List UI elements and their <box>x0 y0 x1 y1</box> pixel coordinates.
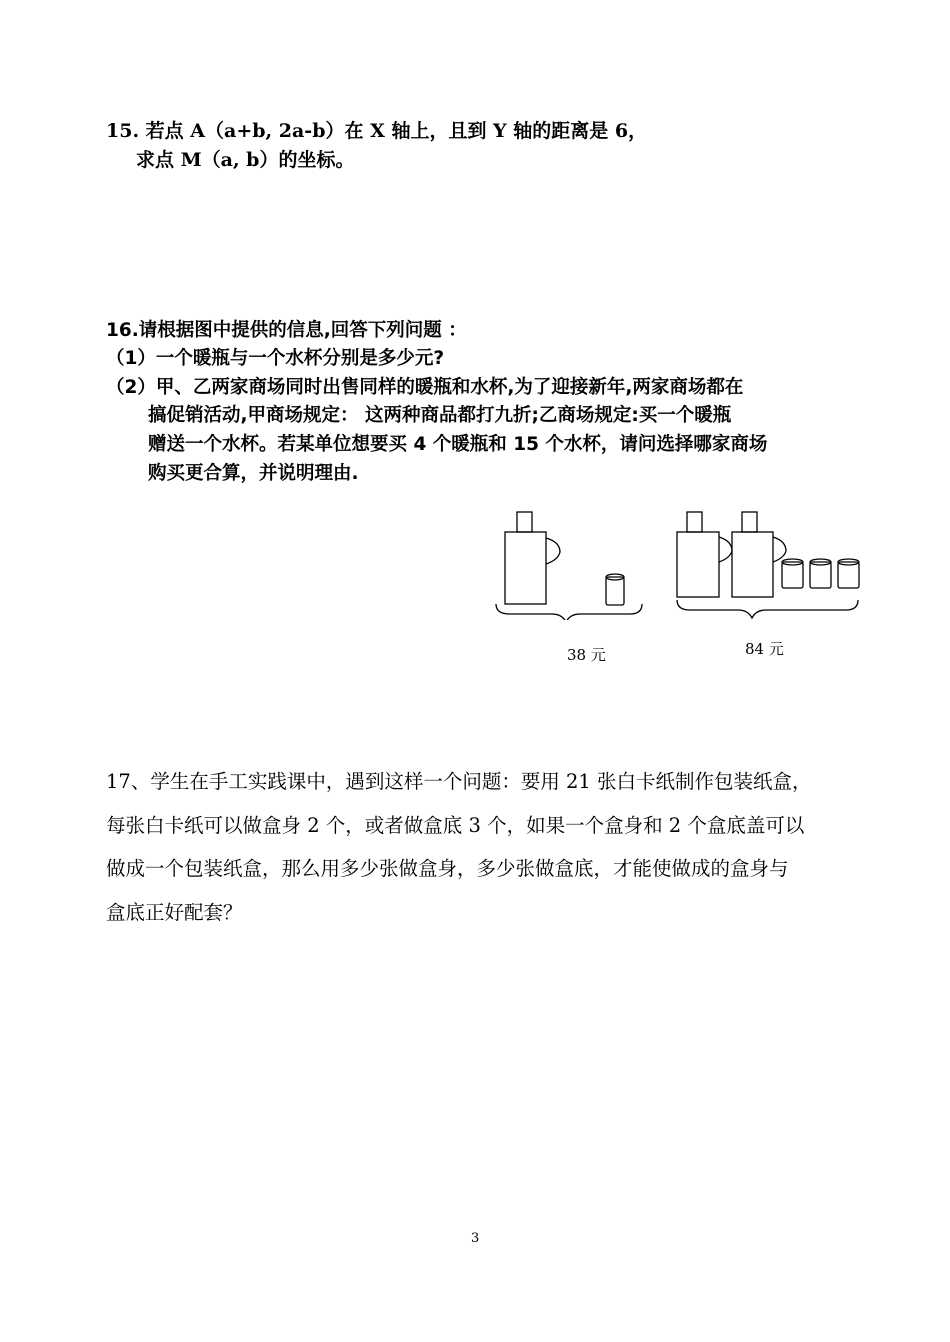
q16-line-6: 购买更合算，并说明理由. <box>148 463 359 484</box>
left-price-label: 38 元 <box>567 646 606 664</box>
q16-line-5: 赠送一个水杯。若某单位想要买 4 个暖瓶和 15 个水杯，请问选择哪家商场 <box>148 434 768 455</box>
q16-line-1: 16.请根据图中提供的信息,回答下列问题 ： <box>106 320 467 341</box>
q16-line-4: 搞促销活动,甲商场规定： 这两种商品都打九折;乙商场规定:买一个暖瓶 <box>148 405 732 426</box>
q15-line-1: 15. 若点 A（a+b, 2a-b）在 X 轴上，且到 Y 轴的距离是 6， <box>106 120 648 142</box>
cup-icon <box>606 574 624 605</box>
page-number: 3 <box>471 1231 480 1246</box>
thermos-icon <box>505 512 560 604</box>
thermos-icon <box>677 512 732 597</box>
cup-icon <box>782 559 803 588</box>
cup-icon <box>810 559 831 588</box>
price-figure <box>480 500 880 620</box>
q17-line-2: 每张白卡纸可以做盒身 2 个，或者做盒底 3 个，如果一个盒身和 2 个盒底盖可以 <box>106 814 805 837</box>
brace-icon <box>496 604 642 620</box>
q16-line-3: （2）甲、乙两家商场同时出售同样的暖瓶和水杯,为了迎接新年,两家商场都在 <box>106 377 744 398</box>
q15-line-2: 求点 M（a, b）的坐标。 <box>136 149 355 171</box>
q17-line-1: 17、学生在手工实践课中，遇到这样一个问题：要用 21 张白卡纸制作包装纸盒， <box>106 770 812 793</box>
brace-icon <box>677 600 858 618</box>
q16-line-2: （1）一个暖瓶与一个水杯分别是多少元? <box>106 348 445 369</box>
q17-line-3: 做成一个包装纸盒，那么用多少张做盒身，多少张做盒底，才能使做成的盒身与 <box>106 857 789 880</box>
cup-icon <box>838 559 859 588</box>
right-price-label: 84 元 <box>745 640 784 658</box>
thermos-icon <box>732 512 786 597</box>
q17-line-4: 盒底正好配套？ <box>106 901 243 924</box>
